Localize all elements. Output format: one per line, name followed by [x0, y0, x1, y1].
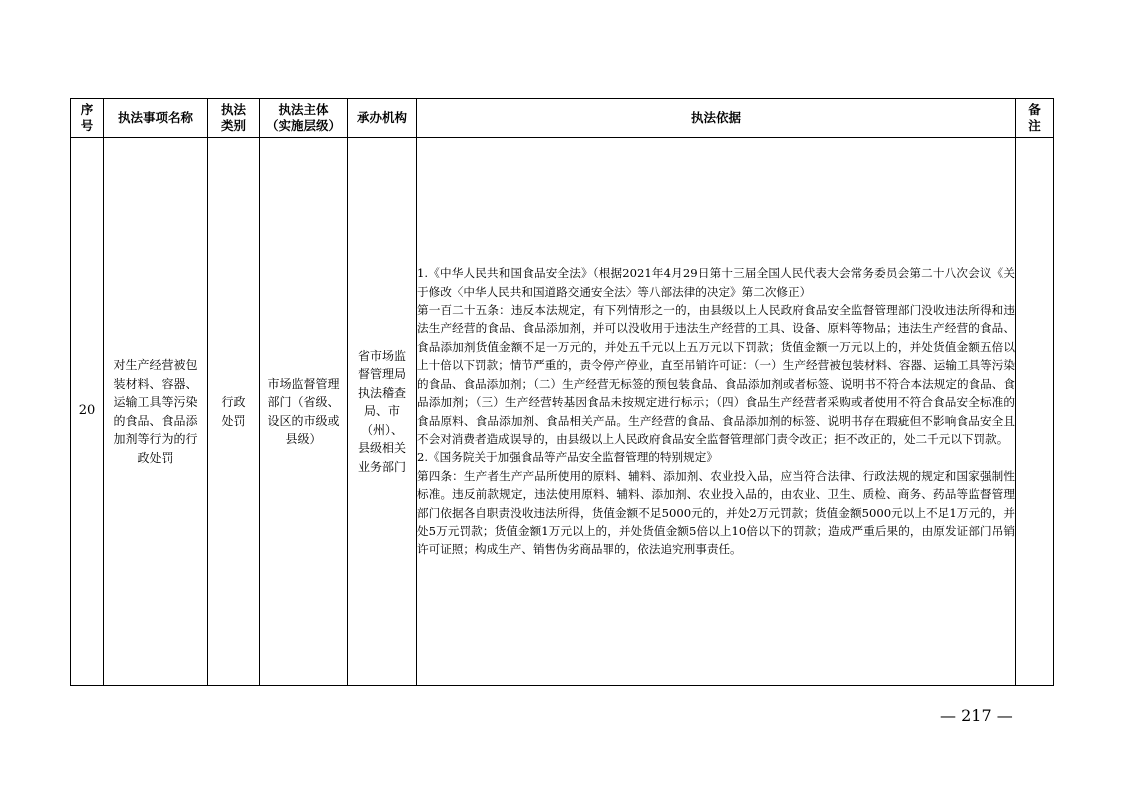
- basis-regulation-title: 2.《国务院关于加强食品等产品安全监督管理的特别规定》: [417, 450, 718, 465]
- basis-article-4: 第四条：生产者生产产品所使用的原料、辅料、添加剂、农业投入品，应当符合法律、行政法规的规定和国家强制性标准。违反前款规定，违法使用原料、辅料、添加剂、农业投入品的，由农业、卫生、质检、商务、药品等监督管理部门依据各自职责没收违法所得，货值金额不足5000元的，并处2万元罚款；货值金额5000元以上不足1万元的，并处5万元罚款；货值金额1万元以上的，并处货值金额5倍以上10倍以下的罚款；造成严重后果的，由原发证部门吊销许可证照；构成生产、销售伪劣商品罪的，依法追究刑事责任。: [417, 468, 1015, 557]
- row-category: 行政处罚: [208, 138, 260, 686]
- row-subject: 市场监督管理部门（省级、设区的市级或县级）: [260, 138, 348, 686]
- basis-law-title: 1.《中华人民共和国食品安全法》（根据2021年4月29日第十三届全国人民代表大会常务委员会第二十八次会议《关于修改〈中华人民共和国道路交通安全法〉等八部法律的决定》第二次修正）: [417, 266, 1015, 299]
- header-category: 执法类别: [208, 99, 260, 138]
- header-remark: 备注: [1016, 99, 1054, 138]
- header-subject-line2: （实施层级）: [265, 118, 341, 133]
- row-seq: 20: [71, 138, 104, 686]
- header-agency: 承办机构: [348, 99, 417, 138]
- page-number: — 217 —: [940, 706, 1013, 725]
- header-item-name: 执法事项名称: [104, 99, 208, 138]
- law-enforcement-table: [70, 98, 1054, 686]
- row-remark: [1016, 138, 1054, 686]
- header-seq: 序号: [71, 99, 104, 138]
- table-row: [71, 138, 1054, 686]
- basis-article-125: 第一百二十五条：违反本法规定，有下列情形之一的，由县级以上人民政府食品安全监督管理部门没收违法所得和违法生产经营的食品、食品添加剂，并可以没收用于违法生产经营的工具、设备、原料等物品；违法生产经营的食品、食品添加剂货值金额不足一万元的，并处五千元以上五万元以下罚款；货值金额一万元以上的，并处货值金额五倍以上十倍以下罚款；情节严重的，责令停产停业，直至吊销许可证：（一）生产经营被包装材料、容器、运输工具等污染的食品、食品添加剂；（二）生产经营无标签的预包装食品、食品添加剂或者标签、说明书不符合本法规定的食品、食品添加剂；（三）生产经营转基因食品未按规定进行标示；（四）食品生产经营者采购或者使用不符合食品安全标准的食品原料、食品添加剂、食品相关产品。生产经营的食品、食品添加剂的标签、说明书存在瑕疵但不影响食品安全且不会对消费者造成误导的，由县级以上人民政府食品安全监督管理部门责令改正；拒不改正的，处二千元以下罚款。: [417, 303, 1015, 446]
- row-agency: 省市场监督管理局执法稽查局、市（州）、县级相关业务部门: [348, 138, 417, 686]
- row-item-name: 对生产经营被包装材料、容器、运输工具等污染的食品、食品添加剂等行为的行政处罚: [104, 138, 208, 686]
- row-basis: [417, 138, 1016, 686]
- header-subject-line1: 执法主体: [278, 102, 329, 117]
- header-subject: [260, 99, 348, 138]
- header-basis: 执法依据: [417, 99, 1016, 138]
- table-header-row: [71, 99, 1054, 138]
